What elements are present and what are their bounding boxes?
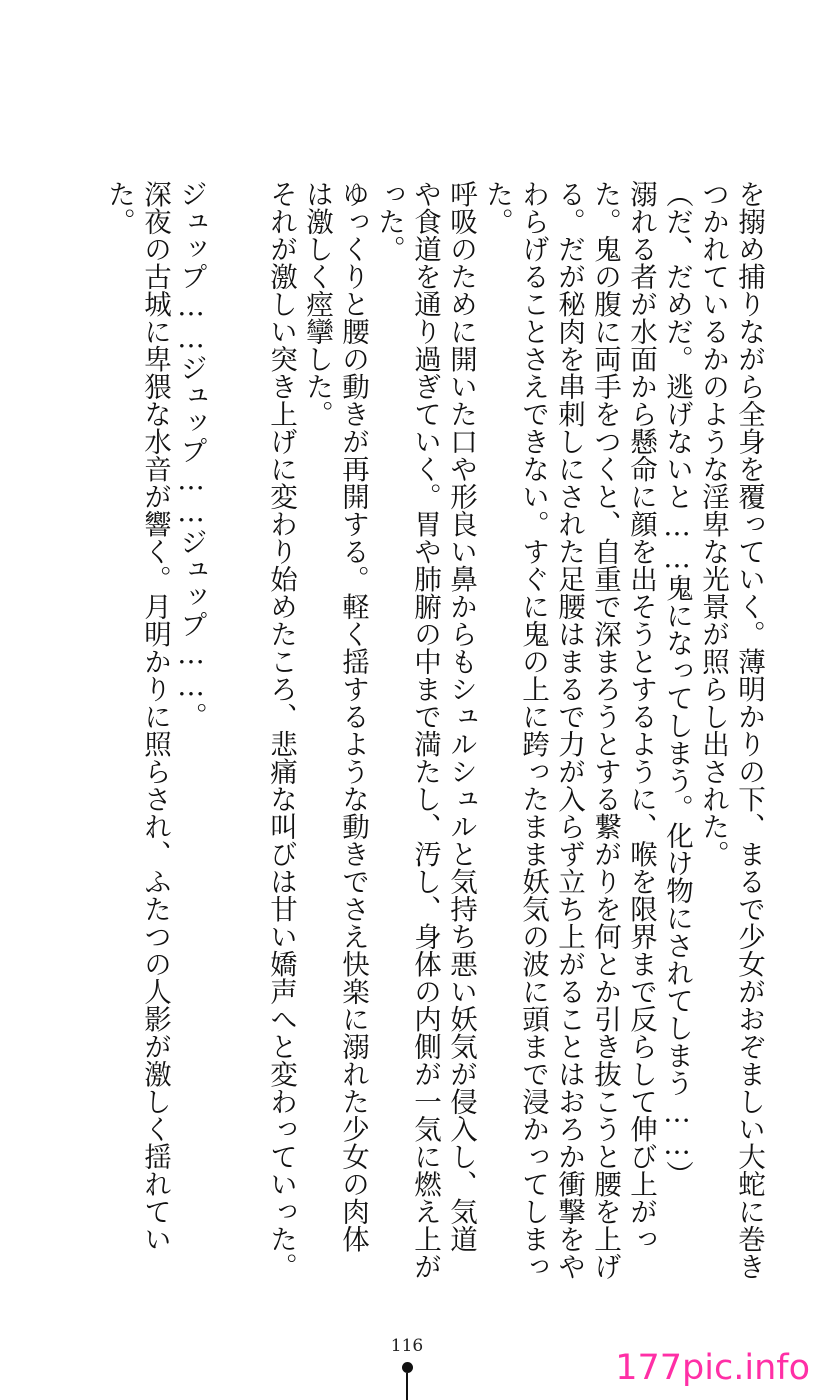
text-column: る。だが秘肉を串刺しにされた足腰はまるで力が入らず立ち上がることはおろか衝撃をや (553, 180, 585, 1280)
text-column: 呼吸のために開いた口や形良い鼻からもシュルシュルと気持ち悪い妖気が侵入し、気道 (445, 180, 477, 1253)
text-column: った。 (373, 180, 405, 263)
text-column: つかれているかのような淫卑な光景が照らし出された。 (697, 180, 729, 868)
vertical-text-block (86, 180, 766, 1280)
watermark: 177pic.info (615, 1348, 810, 1388)
page-dot-ornament (402, 1362, 413, 1373)
page-rule-ornament (406, 1373, 408, 1400)
text-column: た。鬼の腹に両手をつくと、自重で深まろうとする繋がりを何とか引き抜こうと腰を上げ (589, 180, 621, 1280)
text-column: や食道を通り過ぎていく。胃や肺腑の中まで満たし、汚し、身体の内側が一気に燃え上が (409, 180, 441, 1280)
text-column: た。 (103, 180, 135, 235)
text-column: それが激しい突き上げに変わり始めたころ、悲痛な叫びは甘い嬌声へと変わっていった。 (265, 180, 297, 1280)
text-column: ジュップ……ジュップ……ジュップ……。 (175, 180, 207, 730)
text-column: わらげることさえできない。すぐに鬼の上に跨ったまま妖気の波に頭まで浸かってしまっ (517, 180, 549, 1280)
text-column: ゆっくりと腰の動きが再開する。軽く揺するような動きでさえ快楽に溺れた少女の肉体 (337, 180, 369, 1253)
text-column: は激しく痙攣した。 (301, 180, 333, 428)
page-number: 116 (390, 1336, 424, 1356)
text-column: 深夜の古城に卑猥な水音が響く。月明かりに照らされ、ふたつの人影が激しく揺れてい (139, 180, 171, 1253)
text-column: 溺れる者が水面から懸命に顔を出そうとするように、喉を限界まで反らして伸び上がっ (625, 180, 657, 1253)
text-column: を搦め捕りながら全身を覆っていく。薄明かりの下、まるで少女がおぞましい大蛇に巻き (733, 180, 765, 1280)
text-column: た。 (481, 180, 513, 235)
text-column: （だ、だめだ。逃げないと……鬼になってしまう。化け物にされてしまう……） (661, 180, 693, 1188)
